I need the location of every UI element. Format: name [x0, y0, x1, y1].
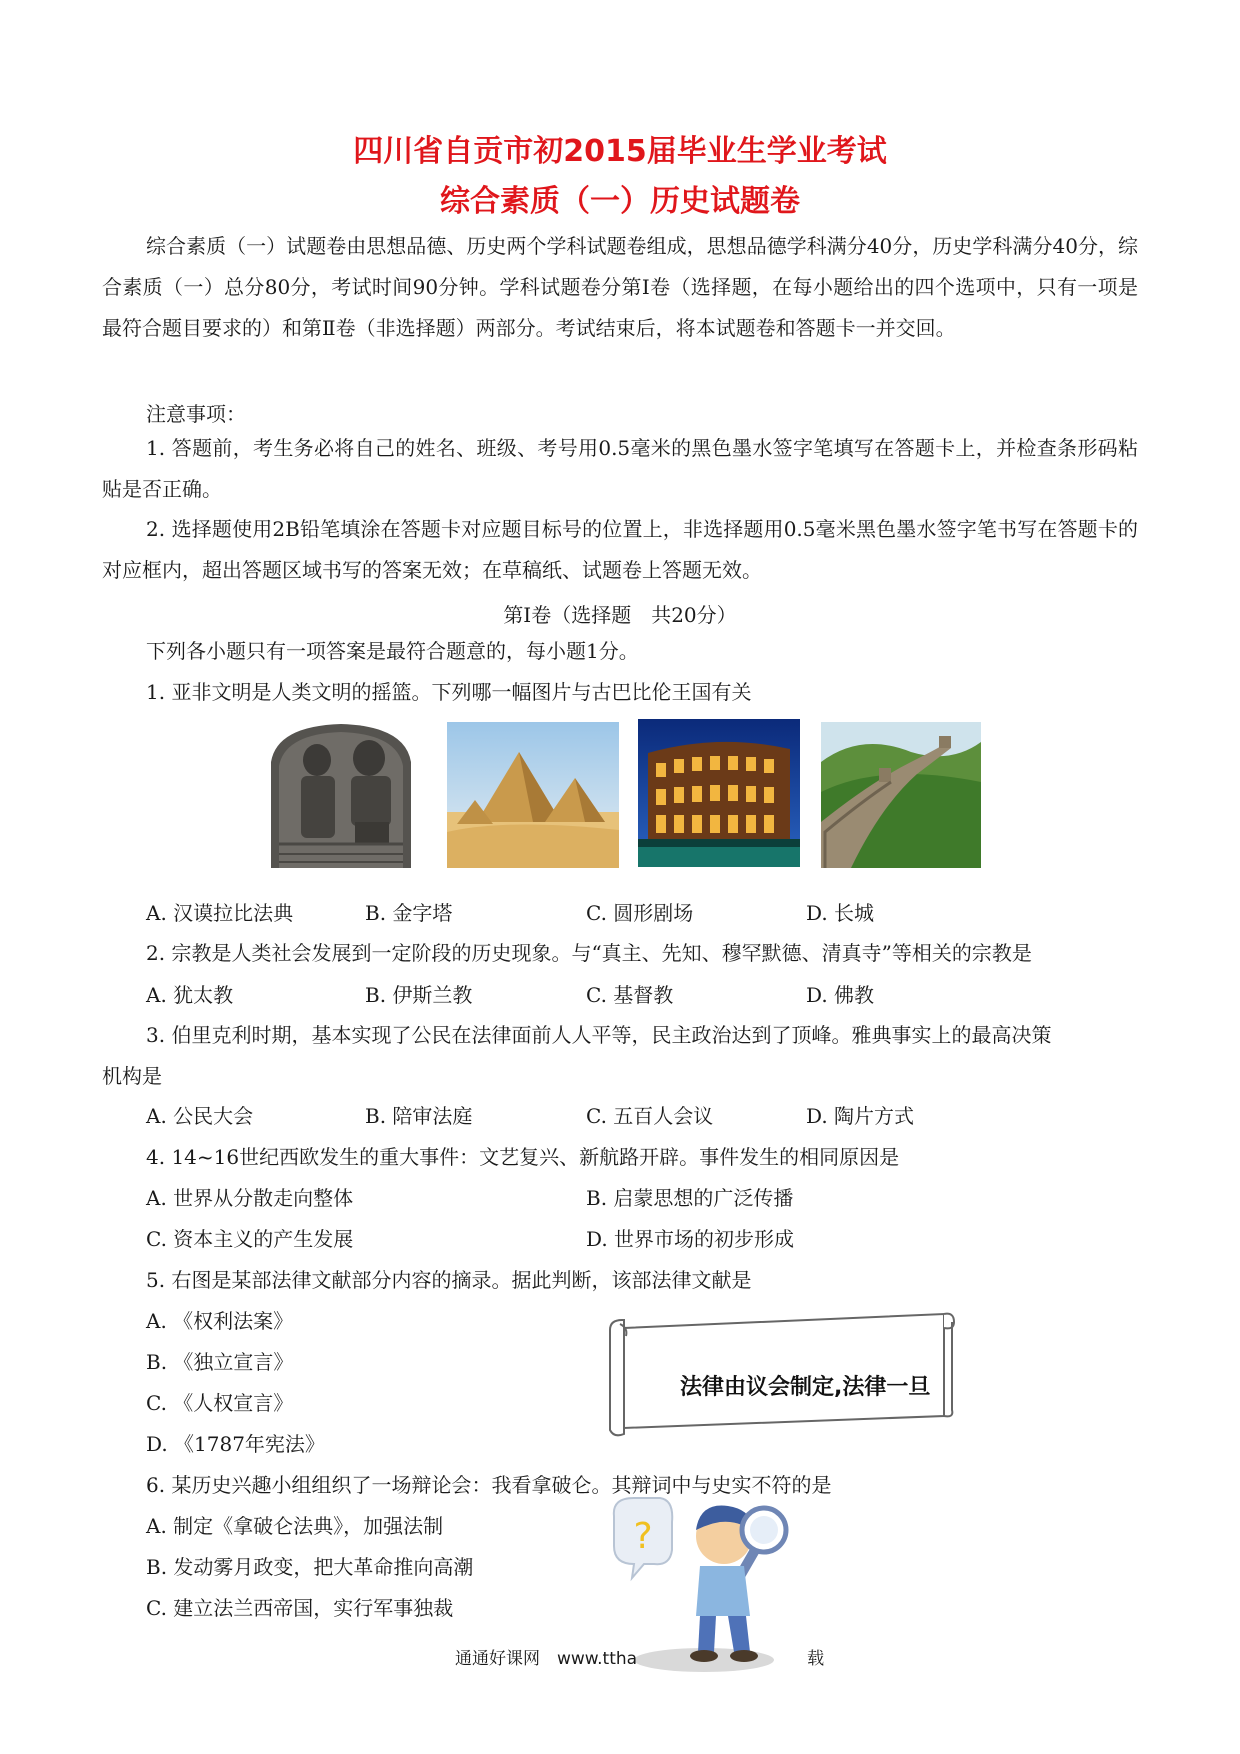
q4-option-d[interactable]: D. 世界市场的初步形成 — [586, 1227, 795, 1251]
q1-option-c[interactable]: C. 圆形剧场 — [586, 901, 694, 925]
notice-item-2 — [102, 509, 1138, 591]
question-4-stem: 4. 14~16世纪西欧发生的重大事件：文艺复兴、新航路开辟。事件发生的相同原因是 — [146, 1145, 900, 1169]
great-wall-image — [821, 722, 981, 868]
section1-instruction: 下列各小题只有一项答案是最符合题意的，每小题1分。 — [146, 639, 639, 663]
hammurabi-code-image — [257, 722, 425, 868]
question-1-stem: 1. 亚非文明是人类文明的摇篮。下列哪一幅图片与古巴比伦王国有关 — [146, 680, 752, 704]
q4-option-c[interactable]: C. 资本主义的产生发展 — [146, 1227, 354, 1251]
q5-option-b[interactable]: B. 《独立宣言》 — [146, 1350, 294, 1374]
q6-option-a[interactable]: A. 制定《拿破仑法典》，加强法制 — [146, 1514, 444, 1538]
page-footer — [455, 1644, 824, 1669]
colosseum-image — [638, 719, 800, 867]
q3-option-c[interactable]: C. 五百人会议 — [586, 1104, 714, 1128]
q2-option-c[interactable]: C. 基督教 — [586, 983, 674, 1007]
q4-option-b[interactable]: B. 启蒙思想的广泛传播 — [586, 1186, 794, 1210]
q1-option-b[interactable]: B. 金字塔 — [365, 901, 453, 925]
q1-option-d[interactable]: D. 长城 — [806, 901, 875, 925]
q3-option-b[interactable]: B. 陪审法庭 — [365, 1104, 473, 1128]
q3-option-a[interactable]: A. 公民大会 — [146, 1104, 254, 1128]
q5-option-a[interactable]: A. 《权利法案》 — [146, 1309, 294, 1333]
footer-text: 通通好课网 www.ttha — [455, 1649, 638, 1669]
intro-text: 综合素质（一）试题卷由思想品德、历史两个学科试题卷组成，思想品德学科满分40分，历史学科满分40分，综合素质（一）总分80分，考试时间90分钟。学科试题卷分第Ⅰ卷（选择题，在每小题给出的四个选项中，只有一项是最符合题目要求的）和第Ⅱ卷（非选择题）两部分。考试结束后，将本试题卷和答题卡一并交回。 — [102, 234, 1138, 340]
q5-option-c[interactable]: C. 《人权宣言》 — [146, 1391, 294, 1415]
question-3-stem-line1: 3. 伯里克利时期，基本实现了公民在法律面前人人平等，民主政治达到了顶峰。雅典事实上的最高决策 — [146, 1023, 1052, 1047]
svg-text:?: ? — [633, 1516, 653, 1557]
q2-option-b[interactable]: B. 伊斯兰教 — [365, 983, 473, 1007]
notice-heading: 注意事项： — [146, 402, 246, 426]
exam-title: 四川省自贡市初2015届毕业生学业考试 — [353, 134, 887, 169]
intro-paragraph — [102, 226, 1138, 349]
notice-item-1 — [102, 428, 1138, 510]
question-5-stem: 5. 右图是某部法律文献部分内容的摘录。据此判断，该部法律文献是 — [146, 1268, 752, 1292]
q6-option-b[interactable]: B. 发动雾月政变，把大革命推向高潮 — [146, 1555, 474, 1579]
q3-option-d[interactable]: D. 陶片方式 — [806, 1104, 915, 1128]
q4-option-a[interactable]: A. 世界从分散走向整体 — [146, 1186, 354, 1210]
q2-option-a[interactable]: A. 犹太教 — [146, 983, 234, 1007]
section1-heading: 第Ⅰ卷（选择题 共20分） — [503, 603, 737, 627]
exam-subtitle: 综合素质（一）历史试题卷 — [440, 184, 800, 219]
question-2-stem: 2. 宗教是人类社会发展到一定阶段的历史现象。与“真主、先知、穆罕默德、清真寺”等相关的宗教是 — [146, 941, 1032, 965]
pyramids-image — [447, 722, 619, 868]
notice-item-1-text: 1. 答题前，考生务必将自己的姓名、班级、考号用0.5毫米的黑色墨水签字笔填写在答题卡上，并检查条形码粘贴是否正确。 — [102, 436, 1138, 501]
question-3-stem-line2: 机构是 — [102, 1064, 162, 1088]
q6-option-c[interactable]: C. 建立法兰西帝国，实行军事独裁 — [146, 1596, 454, 1620]
law-scroll-text: 法律由议会制定,法律一旦 — [680, 1375, 931, 1400]
notice-item-2-text: 2. 选择题使用2B铅笔填涂在答题卡对应题目标号的位置上，非选择题用0.5毫米黑色墨水签字笔书写在答题卡的对应框内，超出答题区域书写的答案无效；在草稿纸、试题卷上答题无效。 — [102, 517, 1138, 582]
q2-option-d[interactable]: D. 佛教 — [806, 983, 875, 1007]
q1-option-a[interactable]: A. 汉谟拉比法典 — [146, 901, 294, 925]
q5-option-d[interactable]: D. 《1787年宪法》 — [146, 1432, 325, 1456]
question-6-stem: 6. 某历史兴趣小组组织了一场辩论会：我看拿破仑。其辩词中与史实不符的是 — [146, 1473, 832, 1497]
footer-text-tail: 载 — [807, 1649, 825, 1669]
